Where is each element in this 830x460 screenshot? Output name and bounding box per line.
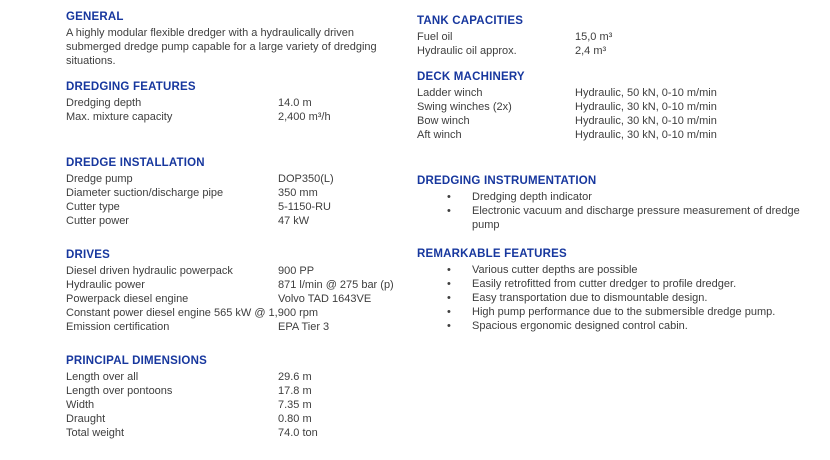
section-tank-capacities: [417, 14, 817, 58]
section-deck-machinery: [417, 70, 817, 142]
bullet-item-text: Easy transportation due to dismountable design.: [472, 292, 708, 304]
section-general: [66, 10, 406, 68]
section-dredge-installation: [66, 156, 406, 228]
spec-row: [66, 172, 406, 186]
bullet-icon: •: [447, 191, 451, 203]
spec-label: Diameter suction/discharge pipe: [66, 187, 224, 199]
spec-row: [417, 30, 817, 44]
spec-row: [66, 426, 406, 440]
spec-label: Aft winch: [417, 129, 462, 141]
spec-value: Hydraulic, 30 kN, 0-10 m/min: [575, 115, 717, 127]
spec-label: Swing winches (2x): [417, 101, 512, 113]
spec-row: [417, 114, 817, 128]
spec-label: Hydraulic oil approx.: [417, 45, 517, 57]
spec-label: Fuel oil: [417, 31, 453, 43]
spec-value: 0.80 m: [278, 413, 312, 425]
spec-row: [66, 398, 406, 412]
spec-row: [66, 278, 406, 292]
bullet-item: [417, 190, 817, 204]
spec-row: [417, 128, 817, 142]
bullet-item: [417, 277, 817, 291]
bullet-icon: •: [447, 306, 451, 318]
bullet-item-text: Electronic vacuum and discharge pressure measurement of dredge pump: [472, 205, 800, 231]
spec-value: DOP350(L): [278, 173, 334, 185]
section-title-deck-machinery: DECK MACHINERY: [417, 71, 525, 83]
spec-row-fullwidth: [66, 306, 406, 320]
spec-value: 74.0 ton: [278, 427, 318, 439]
spec-label: Draught: [66, 413, 106, 425]
spec-row: [66, 214, 406, 228]
section-dredging-features: [66, 80, 406, 124]
spec-value: 2,4 m³: [575, 45, 607, 57]
spec-label: Dredging depth: [66, 97, 142, 109]
section-remarkable-features: [417, 247, 817, 333]
spec-label: Length over pontoons: [66, 385, 173, 397]
bullet-icon: •: [447, 320, 451, 332]
spec-label: Constant power diesel engine 565 kW @ 1,900 rpm: [66, 307, 319, 319]
spec-row: [66, 96, 406, 110]
spec-label: Bow winch: [417, 115, 470, 127]
spec-value: 5-1150-RU: [278, 201, 331, 213]
spec-value: 7.35 m: [278, 399, 312, 411]
bullet-icon: •: [447, 292, 451, 304]
spec-row: [66, 370, 406, 384]
bullet-item-text: Easily retrofitted from cutter dredger to profile dredger.: [472, 278, 737, 290]
section-title-remarkable-features: REMARKABLE FEATURES: [417, 248, 567, 260]
spec-label: Hydraulic power: [66, 279, 145, 291]
bullet-item-text: Spacious ergonomic designed control cabin.: [472, 320, 688, 332]
bullet-item-text: High pump performance due to the submersible dredge pump.: [472, 306, 776, 318]
spec-label: Max. mixture capacity: [66, 111, 173, 123]
spec-row: [66, 384, 406, 398]
spec-row: [66, 186, 406, 200]
spec-value: 14.0 m: [278, 97, 312, 109]
spec-value: 47 kW: [278, 215, 310, 227]
spec-label: Powerpack diesel engine: [66, 293, 189, 305]
spec-value: Volvo TAD 1643VE: [278, 293, 372, 305]
spec-label: Ladder winch: [417, 87, 483, 99]
bullet-item: [417, 305, 817, 319]
bullet-item: [417, 204, 817, 232]
spec-label: Diesel driven hydraulic powerpack: [66, 265, 233, 277]
section-title-dredging-instrumentation: DREDGING INSTRUMENTATION: [417, 175, 597, 187]
bullet-list: [417, 190, 817, 232]
spec-label: Dredge pump: [66, 173, 133, 185]
bullet-item-text: Dredging depth indicator: [472, 191, 592, 203]
spec-row: [417, 100, 817, 114]
spec-label: Width: [66, 399, 95, 411]
bullet-item: [417, 291, 817, 305]
bullet-icon: •: [447, 278, 451, 290]
bullet-item: [417, 319, 817, 333]
left-column: [66, 10, 406, 440]
section-drives: [66, 248, 406, 334]
section-title-principal-dimensions: PRINCIPAL DIMENSIONS: [66, 355, 207, 367]
spec-value: Hydraulic, 30 kN, 0-10 m/min: [575, 101, 717, 113]
bullet-icon: •: [447, 264, 451, 276]
bullet-list: [417, 263, 817, 333]
bullet-item-text: Various cutter depths are possible: [472, 264, 638, 276]
spec-label: Length over all: [66, 371, 139, 383]
spec-label: Emission certification: [66, 321, 170, 333]
bullet-item: [417, 263, 817, 277]
spec-row: [66, 110, 406, 124]
spec-value: EPA Tier 3: [278, 321, 330, 333]
right-column: [417, 14, 817, 333]
spec-row: [66, 264, 406, 278]
spec-value: 15,0 m³: [575, 31, 613, 43]
spec-value: Hydraulic, 50 kN, 0-10 m/min: [575, 87, 717, 99]
section-title-dredge-installation: DREDGE INSTALLATION: [66, 157, 205, 169]
general-description: A highly modular flexible dredger with a hydraulically driven submerged dredge pump capable for a large variety of dredging situations.: [66, 27, 377, 67]
spec-row: [66, 412, 406, 426]
section-principal-dimensions: [66, 354, 406, 440]
section-title-drives: DRIVES: [66, 249, 111, 261]
spec-value: 350 mm: [278, 187, 318, 199]
spec-row: [66, 320, 406, 334]
section-title-dredging-features: DREDGING FEATURES: [66, 81, 196, 93]
spec-label: Total weight: [66, 427, 125, 439]
spec-value: 29.6 m: [278, 371, 312, 383]
spec-row: [417, 86, 817, 100]
spec-row: [66, 292, 406, 306]
spec-label: Cutter power: [66, 215, 129, 227]
spec-value: Hydraulic, 30 kN, 0-10 m/min: [575, 129, 717, 141]
section-title-general: GENERAL: [66, 11, 124, 23]
spec-value: 900 PP: [278, 265, 315, 277]
spec-row: [66, 200, 406, 214]
spec-label: Cutter type: [66, 201, 120, 213]
spec-value: 17.8 m: [278, 385, 312, 397]
section-dredging-instrumentation: [417, 174, 817, 232]
spec-value: 871 l/min @ 275 bar (p): [278, 279, 394, 291]
spec-value: 2,400 m³/h: [278, 111, 331, 123]
section-title-tank-capacities: TANK CAPACITIES: [417, 15, 524, 27]
bullet-icon: •: [447, 205, 451, 217]
spec-row: [417, 44, 817, 58]
